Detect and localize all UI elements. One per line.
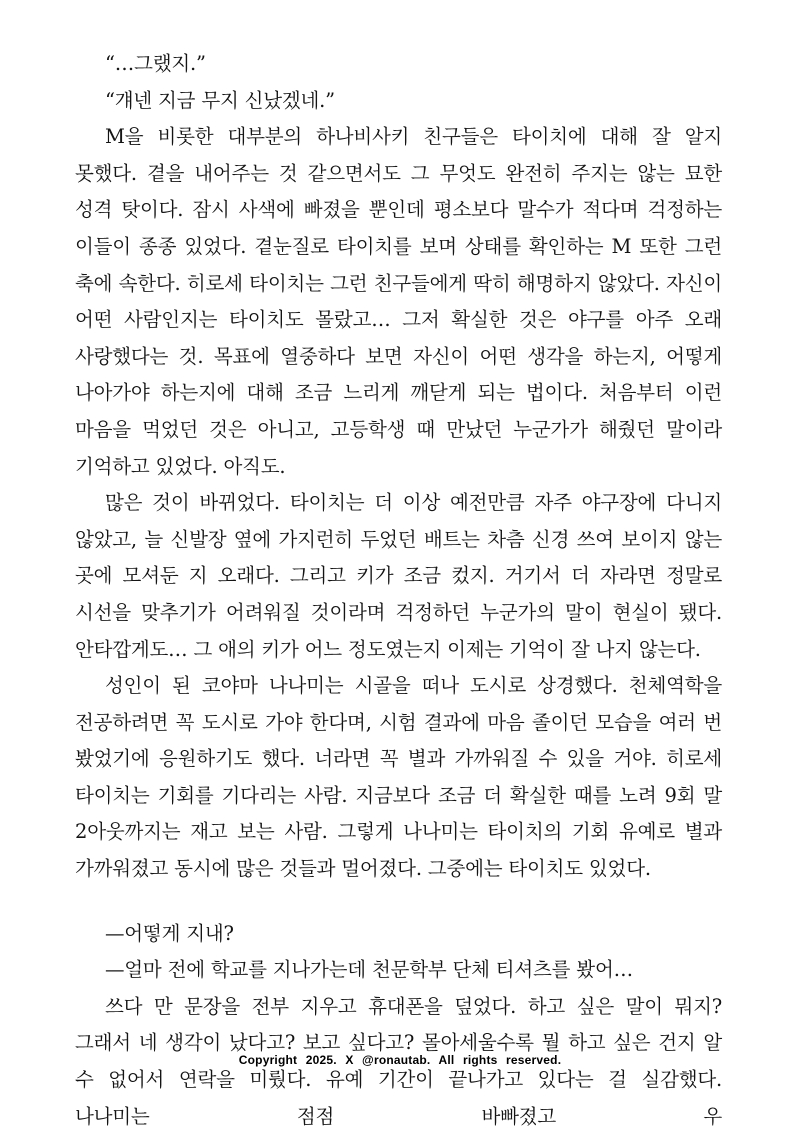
paragraph-4: 쓰다 만 문장을 전부 지우고 휴대폰을 덮었다. 하고 싶은 말이 뭐지? 그래서 네 생각이 났다고? 보고 싶다고? 몰아세울수록 뭘 하고 싶은 건지 알 수 없어서 연락을 미뤘다. 유예 기간이 끝나가고 있다는 걸 실감했다. 나나미는 점점 바빠졌고 우 (75, 994, 722, 1128)
paragraph-2: 많은 것이 바뀌었다. 타이치는 더 이상 예전만큼 자주 야구장에 다니지 않았고, 늘 신발장 옆에 가지런히 두었던 배트는 차츰 신경 쓰여 보이지 않는 곳에 모셔둔 지 오래다. 그리고 키가 조금 컸지. 거기서 더 자라면 정말로 시선을 맞추기가 어려워질 것이라며 걱정하던 누군가의 말이 현실이 됐다. 안타깝게도… 그 애의 키가 어느 정도였는지 이제는 기억이 잘 나지 않는다. (75, 491, 722, 661)
dialogue-line-1: “…그랬지.” (105, 52, 206, 75)
body-text (75, 46, 722, 1135)
page-footer (0, 1053, 800, 1067)
copyright-text: Copyright 2025. X @ronautab. All rights reserved. (238, 1053, 562, 1067)
dialogue-line-3: —어떻게 지내? (105, 921, 234, 945)
paragraph-1: M을 비롯한 대부분의 하나비사키 친구들은 타이치에 대해 잘 알지 못했다. 곁을 내어주는 것 같으면서도 그 무엇도 완전히 주지는 않는 묘한 성격 탓이다. 잠시 사색에 빠졌을 뿐인데 평소보다 말수가 적다며 걱정하는 이들이 종종 있었다. 곁눈질로 타이치를 보며 상태를 확인하는 M 또한 그런 축에 속한다. 히로세 타이치는 그런 친구들에게 딱히 해명하지 않았다. 자신이 어떤 사람인지는 타이치도 몰랐고… 그저 확실한 것은 야구를 아주 오래 사랑했다는 것. 목표에 열중하다 보면 자신이 어떤 생각을 하는지, 어떻게 나아가야 하는지에 대해 조금 느리게 깨닫게 되는 법이다. 처음부터 이런 마음을 먹었던 것은 아니고, 고등학생 때 만났던 누군가가 해줬던 말이라 기억하고 있었다. 아직도. (75, 125, 722, 478)
dialogue-line-4: —얼마 전에 학교를 지나가는데 천문학부 단체 티셔츠를 봤어… (105, 958, 633, 982)
dialogue-line-2: “걔넨 지금 무지 신났겠네.” (105, 88, 335, 112)
paragraph-3: 성인이 된 코야마 나나미는 시골을 떠나 도시로 상경했다. 천체역학을 전공하려면 꼭 도시로 가야 한다며, 시험 결과에 마음 졸이던 모습을 여러 번 봤었기에 응원하기도 했다. 너라면 꼭 별과 가까워질 수 있을 거야. 히로세 타이치는 기회를 기다리는 사람. 지금보다 조금 더 확실한 때를 노려 9회 말 2아웃까지는 재고 보는 사람. 그렇게 나나미는 타이치의 기회 유예로 별과 가까워졌고 동시에 많은 것들과 멀어졌다. 그중에는 타이치도 있었다. (75, 674, 722, 881)
